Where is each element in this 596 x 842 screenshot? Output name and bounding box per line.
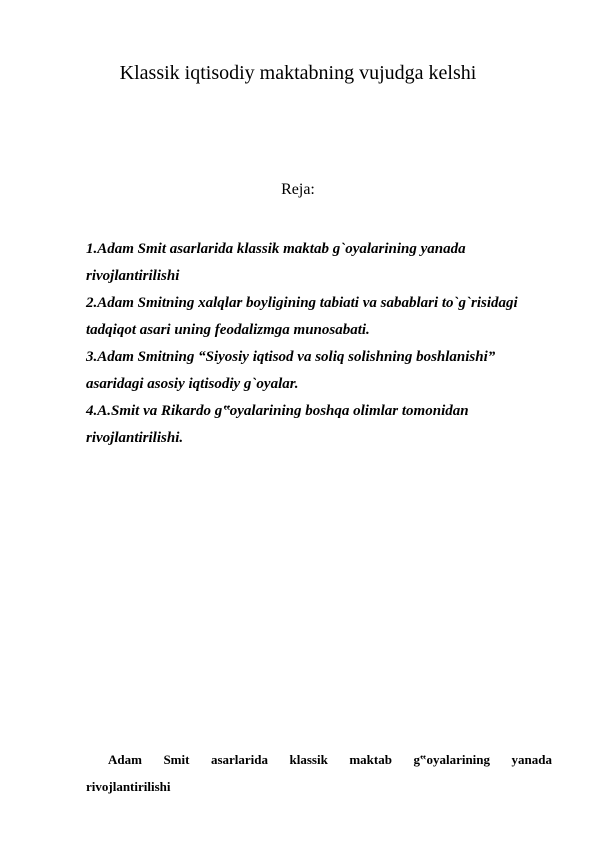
- plan-heading: Reja:: [281, 181, 315, 198]
- section-heading-word: klassik: [289, 752, 328, 767]
- section-heading-line-1: [86, 746, 552, 773]
- plan-item-4-line-2: rivojlantirilishi.: [86, 430, 184, 446]
- section-heading-word: maktab: [349, 752, 392, 767]
- section-heading-word: Smit: [163, 752, 190, 767]
- section-heading-line-2: rivojlantirilishi: [86, 779, 171, 794]
- section-heading: [86, 746, 552, 800]
- plan-item-4-line-1: 4.A.Smit va Rikardo g‟oyalarining boshqa olimlar tomonidan: [86, 403, 469, 419]
- section-heading-word: asarlarida: [210, 752, 269, 767]
- section-heading-word: g‟oyalarining: [413, 752, 491, 767]
- plan-item-1-line-1: 1.Adam Smit asarlarida klassik maktab g`oyalarining yanada: [86, 241, 466, 257]
- plan-item-3-line-1: 3.Adam Smitning “Siyosiy iqtisod va soliq solishning boshlanishi”: [86, 349, 496, 365]
- plan-item-2-line-1: 2.Adam Smitning xalqlar boyligining tabiati va sabablari to`g`risidagi: [86, 295, 518, 311]
- plan-item-3-line-2: asaridagi asosiy iqtisodiy g`oyalar.: [86, 376, 299, 392]
- section-heading-word: yanada: [511, 752, 552, 767]
- plan-item-1-line-2: rivojlantirilishi: [86, 268, 180, 284]
- plan-item-2-line-2: tadqiqot asari uning feodalizmga munosabati.: [86, 322, 370, 338]
- plan-list: [86, 236, 566, 452]
- document-title: Klassik iqtisodiy maktabning vujudga kelshi: [119, 62, 477, 84]
- section-heading-word: Adam: [108, 752, 142, 767]
